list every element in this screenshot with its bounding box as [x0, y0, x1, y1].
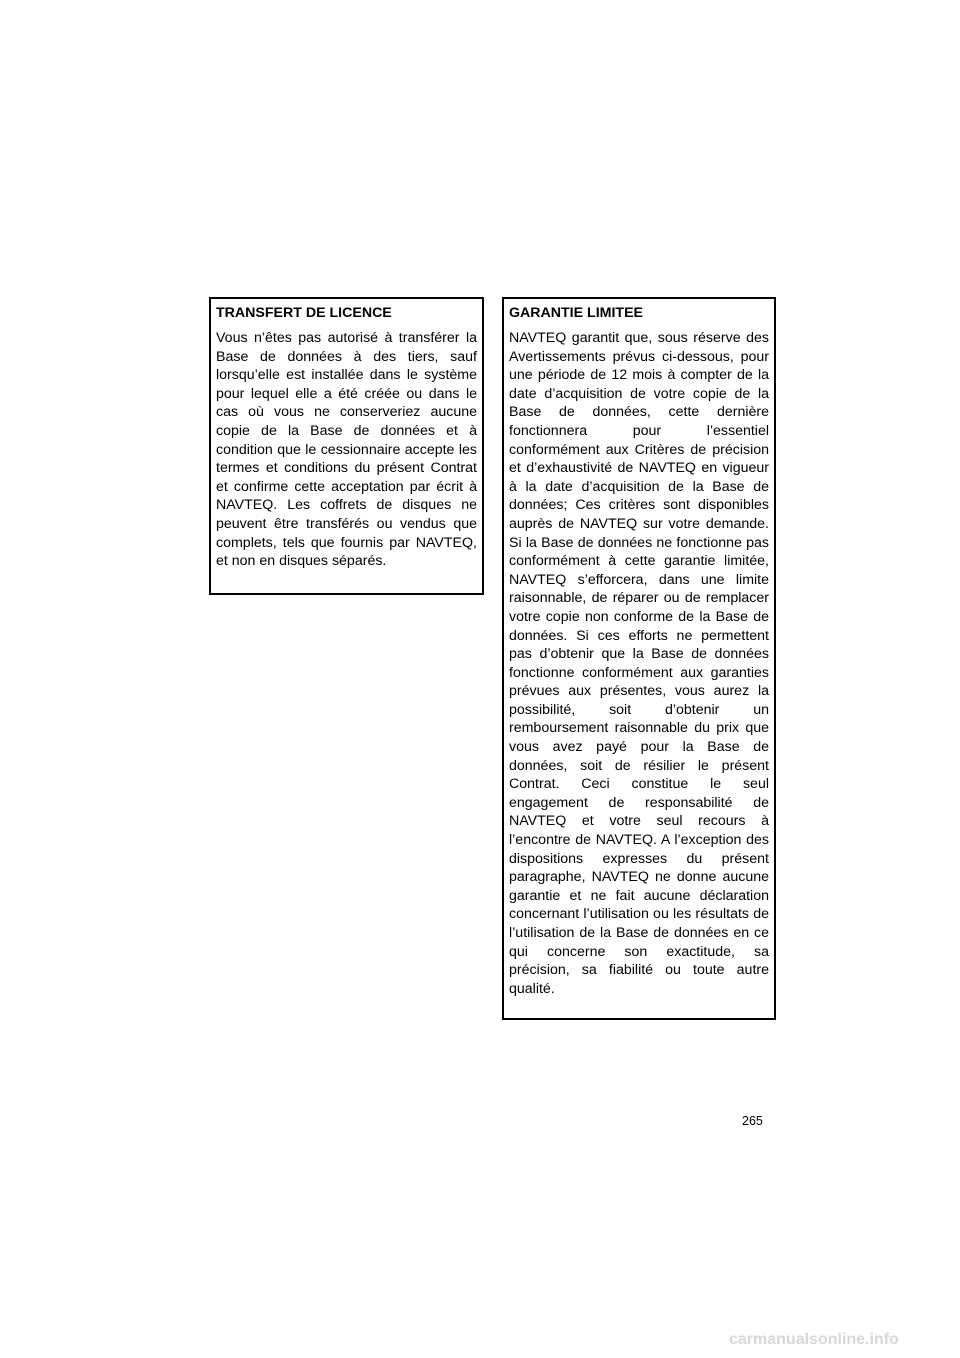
limited-warranty-body: NAVTEQ garantit que, sous réserve des Avertissements prévus ci-dessous, pour une période de 12 mois à compter de la date d’acquisition de votre copie de la Base de données, cette dernière fonctionnera pour l’essentiel conformément aux Critères de précision et d’exhaustivité de NAVTEQ en vigueur à la date d’acquisition de la Base de données; Ces critères sont disponibles auprès de NAVTEQ sur votre demande. Si la Base de données ne fonctionne pas conformément à cette garantie limitée, NAVTEQ s’efforcera, dans une limite raisonnable, de réparer ou de remplacer votre copie non conforme de la Base de données. Si ces efforts ne permettent pas d’obtenir que la Base de données fonctionne conformément aux garanties prévues aux présentes, vous aurez la possibilité, soit d’obtenir un remboursement raisonnable du prix que vous avez payé pour la Base de données, soit de résilier le présent Contrat. Ceci constitue le seul engagement de responsabilité de NAVTEQ et votre seul recours à l’encontre de NAVTEQ. A l’exception des dispositions expresses du présent paragraphe, NAVTEQ ne donne aucune garantie et ne fait aucune déclaration concernant l’utilisation ou les résultats de l’utilisation de la Base de données en ce qui concerne son exactitude, sa précision, sa fiabilité ou toute autre qualité. — [509, 330, 769, 997]
licence-transfer-title: TRANSFERT DE LICENCE — [216, 305, 392, 321]
watermark: carmanualsonline.info — [729, 1331, 899, 1348]
licence-transfer-body: Vous n’êtes pas autorisé à transférer la Base de données à des tiers, sauf lorsqu’elle est installée dans le système pour lequel elle a été créée ou dans le cas où vous ne conserveriez aucune copie de la Base de données et à condition que le cessionnaire accepte les termes et conditions du présent Contrat et confirme cette acceptation par écrit à NAVTEQ. Les coffrets de disques ne peuvent être transférés ou vendus que complets, tels que fournis par NAVTEQ, et non en disques séparés. — [216, 330, 477, 570]
licence-transfer-section — [209, 297, 484, 595]
limited-warranty-section — [502, 297, 776, 1020]
limited-warranty-title: GARANTIE LIMITEE — [509, 305, 643, 321]
page-number: 265 — [742, 1114, 763, 1128]
